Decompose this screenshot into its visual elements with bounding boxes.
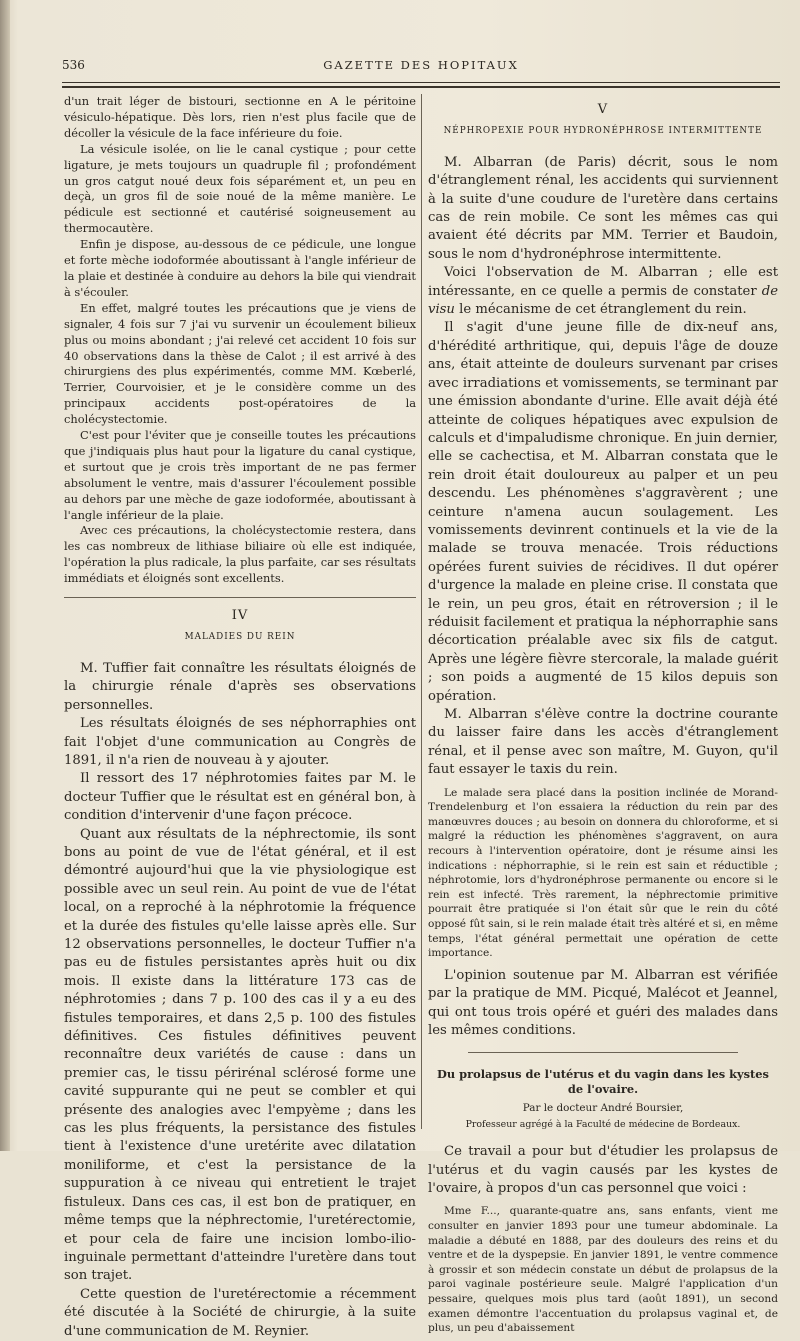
column-divider <box>421 94 422 1129</box>
section-separator <box>64 597 416 598</box>
paragraph: d'un trait léger de bistouri, sectionne en A le péritoine vésiculo-hépatique. Dès lors, rien n'est plus facile que de décoller la vésicule de la face inférieure du foie. <box>64 94 416 140</box>
right-column <box>428 98 778 1336</box>
paragraph: Quant aux résultats de la néphrectomie, ils sont bons au point de vue de l'état général, et il est démontré aujourd'hui que la vie physiologique est possible avec un seul rein. Au point de vue de l'état local, on a reproché à la néphrotomie la fréquence et la durée des fistules qu'elle laisse après elle. Sur 12 observations personnelles, le docteur Tuffier n'a pas eu de fistules persistantes après huit ou dix mois. Il existe dans la littérature 173 cas de néphrotomies ; dans 7 p. 100 des cas il y a eu des fistules temporaires, et dans 2,5 p. 100 des fistules définitives. Ces fistules définitives peuvent reconnaître deux variétés de cause : dans un premier cas, le tissu périrénal sclérosé forme une cavité suppurante qui ne peut se combler et qui présente des analogies avec l'empyème ; dans les cas les plus fréquents, la persistance des fistules tient à l'existence d'une uretérite avec dilatation moniliforme, et c'est la persistance de la suppuration à ce niveau qui entretient le trajet fistuleux. Dans ces cas, il est bon de pratiquer, en même temps que la néphrectomie, l'uretérectomie, et pour cela de faire une incision lombo-ilio-inguinale permettant d'atteindre l'uretère dans tout son trajet. <box>64 826 416 1284</box>
section-title: NÉPHROPEXIE POUR HYDRONÉPHROSE INTERMITTENTE <box>443 125 763 136</box>
paragraph: Ce travail a pour but d'étudier les prolapsus de l'utérus et du vagin causés par les kystes de l'ovaire, à propos d'un cas personnel que voici : <box>428 1144 778 1196</box>
header-rule-thin <box>62 82 780 83</box>
paragraph: Il s'agit d'une jeune fille de dix-neuf ans, d'hérédité arthritique, qui, depuis l'âge de douze ans, était atteinte de douleurs survenant par crises avec irradiations et vomissements, se terminant par une émission abondante d'urine. Elle avait déjà été atteinte de coliques hépatiques avec expulsion de calculs et d'impaludisme chronique. En juin dernier, elle se cachectisa, et M. Albarran constata que le rein droit était douloureux au palper et un peu descendu. Les phénomènes s'aggravèrent ; une ceinture n'amena aucun soulagement. Les vomissements devinrent continuels et la vie de la malade se trouva menacée. Trois réductions opérées furent suivies de récidives. Il dut opérer d'urgence la malade en pleine crise. Il constata que le rein, un peu gros, était en rétroversion ; il le réduisit facilement et pratiqua la néphorraphie sans décortication préalable avec six fils de catgut. Après une légère fièvre stercorale, la malade guérit ; son poids a augmenté de 15 kilos depuis son opération. <box>428 320 778 704</box>
section-title: MALADIES DU REIN <box>184 632 296 642</box>
book-spine <box>0 0 10 1151</box>
journal-title: GAZETTE DES HOPITAUX <box>323 58 519 72</box>
left-column <box>64 94 416 1341</box>
article-affiliation: Professeur agrégé à la Faculté de médecine de Bordeaux. <box>465 1119 741 1131</box>
quoted-paragraph: Le malade sera placé dans la position inclinée de Morand-Trendelenburg et l'on essaiera la réduction du rein par des manœuvres douces ; au besoin on donnera du chloroforme, et si malgré la réduction les phénomènes s'aggravent, on aura recours à l'intervention opératoire, dont je résume ainsi les indications : néphorraphie, si le rein est sain et réductible ; néphrotomie, lors d'hydronéphrose permanente ou encore si le rein est infecté. Très rarement, la néphrectomie primitive pourrait être pratiquée si l'on était sûr que le rein du côté opposé fût sain, si le rein malade était très altéré et si, en même temps, l'état général permettait une opération de cette importance. <box>428 786 778 960</box>
paragraph: M. Albarran s'élève contre la doctrine courante du laisser faire dans les accès d'étranglement rénal, et il pense avec son maître, M. Guyon, qu'il faut essayer le taxis du rein. <box>428 707 778 778</box>
header-rule-thick <box>62 86 780 88</box>
paragraph: M. Tuffier fait connaître les résultats éloignés de la chirurgie rénale d'après ses observations personnelles. <box>64 660 416 713</box>
paragraph: En effet, malgré toutes les précautions que je viens de signaler, 4 fois sur 7 j'ai vu survenir un écoulement bilieux plus ou moins abondant ; j'ai relevé cet accident 10 fois sur 40 observations dans la thèse de Calot ; il est arrivé à des chirurgiens des plus expérimentés, comme MM. Kœberlé, Terrier, Courvoisier, et je le considère comme un des principaux accidents post-opératoires de la cholécystectomie. <box>64 300 416 427</box>
paragraph: M. Albarran (de Paris) décrit, sous le nom d'étranglement rénal, les accidents qui surviennent à la suite d'une coudure de l'uretère dans certains cas de rein mobile. Ce sont les mêmes cas qui avaient été décrits par MM. Terrier et Baudoin, sous le nom d'hydronéphrose intermittente. <box>428 154 778 262</box>
page-header <box>62 58 780 78</box>
paragraph: Avec ces précautions, la cholécystectomie restera, dans les cas nombreux de lithiase biliaire où elle est indiquée, l'opération la plus radicale, la plus parfaite, car ses résultats immédiats et éloignés sont excellents. <box>64 523 416 586</box>
paragraph: C'est pour l'éviter que je conseille toutes les précautions que j'indiquais plus haut pour la ligature du canal cystique, et surtout que je crois très important de ne pas fermer absolument le ventre, mais d'assurer l'écoulement possible au dehors par une mèche de gaze iodoformée, aboutissant à l'angle inférieur de la plaie. <box>64 428 416 522</box>
case-paragraph: Mme F..., quarante-quatre ans, sans enfants, vient me consulter en janvier 1893 pour une tumeur abdominale. La maladie a débuté en 1888, par des douleurs des reins et du ventre et de la dyspepsie. En janvier 1891, le ventre commence à grossir et son médecin constate un début de prolapsus de la paroi vaginale postérieure seule. Malgré l'application d'un pessaire, quelques mois plus tard (août 1891), un second examen démontre l'accentuation du prolapsus vaginal et, de plus, un peu d'abaissement <box>428 1205 778 1335</box>
page-number: 536 <box>62 58 85 72</box>
article-title: Du prolapsus de l'utérus et du vagin dans les kystes de l'ovaire. <box>437 1067 769 1097</box>
section-number: V <box>597 102 609 117</box>
section-number: IV <box>231 608 249 624</box>
article-separator <box>468 1052 738 1053</box>
paragraph: Cette question de l'uretérectomie a récemment été discutée à la Société de chirurgie, à la suite d'une communication de M. Reynier. <box>64 1286 416 1339</box>
paragraph: Voici l'observation de M. Albarran ; elle est intéressante, en ce quelle a permis de constater de visu le mécanisme de cet étranglement du rein. <box>428 265 778 318</box>
italic-phrase: de visu <box>428 283 778 318</box>
paragraph: Les résultats éloignés de ses néphorraphies ont fait l'objet d'une communication au Congrès de 1891, il n'a rien de nouveau à y ajouter. <box>64 716 416 768</box>
paragraph: Il ressort des 17 néphrotomies faites par M. le docteur Tuffier que le résultat est en général bon, à condition d'intervenir d'une façon précoce. <box>64 771 416 824</box>
paragraph: L'opinion soutenue par M. Albarran est vérifiée par la pratique de MM. Picqué, Malécot et Jeannel, qui ont tous trois opéré et guéri des malades dans les mêmes conditions. <box>428 967 778 1038</box>
paragraph: La vésicule isolée, on lie le canal cystique ; pour cette ligature, je mets toujours un quadruple fil ; profondément un gros catgut noué deux fois séparément et, un peu en deçà, un gros fil de soie noué de la même manière. Le pédicule est sectionné et cautérisé soigneusement au thermocautère. <box>64 141 416 236</box>
paragraph: Enfin je dispose, au-dessous de ce pédicule, une longue et forte mèche iodoformée aboutissant à l'angle inférieur de la plaie et destinée à conduire au dehors la bile qui viendrait à s'écouler. <box>64 237 416 299</box>
article-author: Par le docteur André Boursier, <box>522 1102 684 1115</box>
